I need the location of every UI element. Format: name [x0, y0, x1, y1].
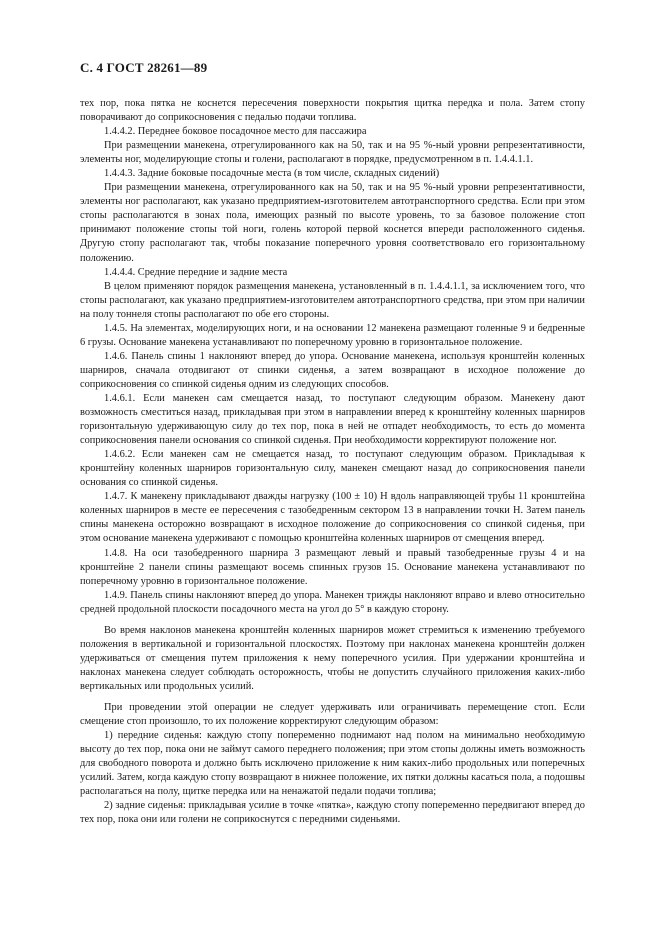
paragraph: 1.4.8. На оси тазобедренного шарнира 3 размещают левый и правый тазобедренные грузы 4 и на кронштейне 2 панели спины размещают восемь спинных грузов 15. Основание манекена устанавливают по поперечному уровню в горизонтальное положение.	[80, 547, 585, 587]
paragraph: 1.4.9. Панель спины наклоняют вперед до упора. Манекен трижды наклоняют вправо и влево относительно средней продольной плоскости посадочного места на угол до 5° в каждую сторону.	[80, 589, 585, 615]
list-item: 1) передние сиденья: каждую стопу попеременно поднимают над полом на минимально необходимую высоту до тех пор, пока они не займут самого переднего положения; при этом стопы должны иметь возможность для свободного поворота и должно быть исключено приложение к ним каких-либо продольных или поперечных усилий. Затем, когда каждую стопу возвращают в нижнее положение, их пятки должны касаться пола, а подошвы располагаться на полу, щитке передка или на ненажатой педали подачи топлива;	[80, 730, 585, 798]
paragraph: 1.4.6. Панель спины 1 наклоняют вперед до упора. Основание манекена, используя кронштейн коленных шарниров, сначала отодвигают от спинки сиденья, а затем возвращают в исходное положение до соприкосновения со спинкой сиденья одним из следующих способов.	[80, 350, 585, 390]
paragraph: 1.4.6.1. Если манекен сам смещается назад, то поступают следующим образом. Манекену дают возможность сместиться назад, прикладывая при этом в направлении вперед к кронштейну коленных шарниров горизонтальную удерживающую силу до тех пор, пока в ней не отпадет необходимость, то есть до момента соприкосновения панели основания со спинкой сиденья. При необходимости корректируют положение ног.	[80, 392, 585, 447]
list-item: 2) задние сиденья: прикладывая усилие в точке «пятка», каждую стопу попеременно передвигают вперед до тех пор, пока они или голени не соприкоснутся с передними сиденьями.	[80, 800, 585, 826]
paragraph: При размещении манекена, отрегулированного как на 50, так и на 95 %-ный уровни репрезентативности, элементы ног, моделирующие стопы и голени, располагают в порядке, предусмотренном в п. 1.4.4.1.1.	[80, 140, 585, 166]
paragraph: При размещении манекена, отрегулированного как на 50, так и на 95 %-ный уровни репрезентативности, элементы ног располагают, как указано предприятием-изготовителем автотранспортного средства. Если при этом стопы располагаются в зонах пола, имеющих разный по высоте уровень, то за базовое положение стоп принимают положение стопы той ноги, голень которой первой коснется впереди расположенного сиденья. Другую стопу располагают так, чтобы показание поперечного уровня соответствовало его горизонтальному положению.	[80, 182, 585, 264]
paragraph: При проведении этой операции не следует удерживать или ограничивать перемещение стоп. Если смещение стоп произошло, то их положение корректируют следующим образом:	[80, 701, 585, 728]
paragraph: 1.4.5. На элементах, моделирующих ноги, и на основании 12 манекена размещают голенные 9 и бедренные 6 грузы. Основание манекена устанавливают по поперечному уровню в горизонтальное положение.	[80, 322, 585, 348]
section-heading: 1.4.4.2. Переднее боковое посадочное место для пассажира	[104, 126, 367, 138]
paragraph: 1.4.6.2. Если манекен сам не смещается назад, то поступают следующим образом. Прикладывая к кронштейну коленных шарниров горизонтальную силу, манекен смещают назад до соприкосновения панели основания со спинкой сиденья.	[80, 449, 585, 489]
paragraph: В целом применяют порядок размещения манекена, установленный в п. 1.4.4.1.1, за исключением того, что стопы располагают, как указано предприятием-изготовителем автотранспортного средства, при этом при наличии на полу тоннеля стопы располагают по обе его стороны.	[80, 280, 585, 320]
paragraph: Во время наклонов манекена кронштейн коленных шарниров может стремиться к изменению требуемого положения в вертикальной и горизонтальной плоскостях. Поэтому при наклонах манекена кронштейн должен удерживаться от смещения путем приложения к нему поперечного усилия. При удержании кронштейна и наклонах манекена следует соблюдать осторожность, чтобы не допустить случайного приложения каких-либо вертикальных или продольных усилий.	[80, 624, 585, 692]
paragraph: тех пор, пока пятка не коснется пересечения поверхности покрытия щитка передка и пола. Затем стопу поворачивают до соприкосновения с педалью подачи топлива.	[80, 98, 585, 124]
paragraph: 1.4.7. К манекену прикладывают дважды нагрузку (100 ± 10) Н вдоль направляющей трубы 11 кронштейна коленных шарниров в месте ее пересечения с тазобедренным сектором 13 в направлении точки Н. Затем панель спины манекена осторожно возвращают в исходное положение до соприкосновения со спинкой сиденья, при этом основание манекена удерживают с помощью кронштейна коленных шарниров от смещения вперед.	[80, 491, 585, 545]
page-header: С. 4 ГОСТ 28261—89	[80, 60, 208, 75]
section-heading: 1.4.4.3. Задние боковые посадочные места (в том числе, складных сидений)	[104, 168, 440, 180]
document-page	[80, 60, 585, 827]
document-body	[80, 97, 585, 827]
section-heading: 1.4.4.4. Средние передние и задние места	[104, 266, 288, 278]
